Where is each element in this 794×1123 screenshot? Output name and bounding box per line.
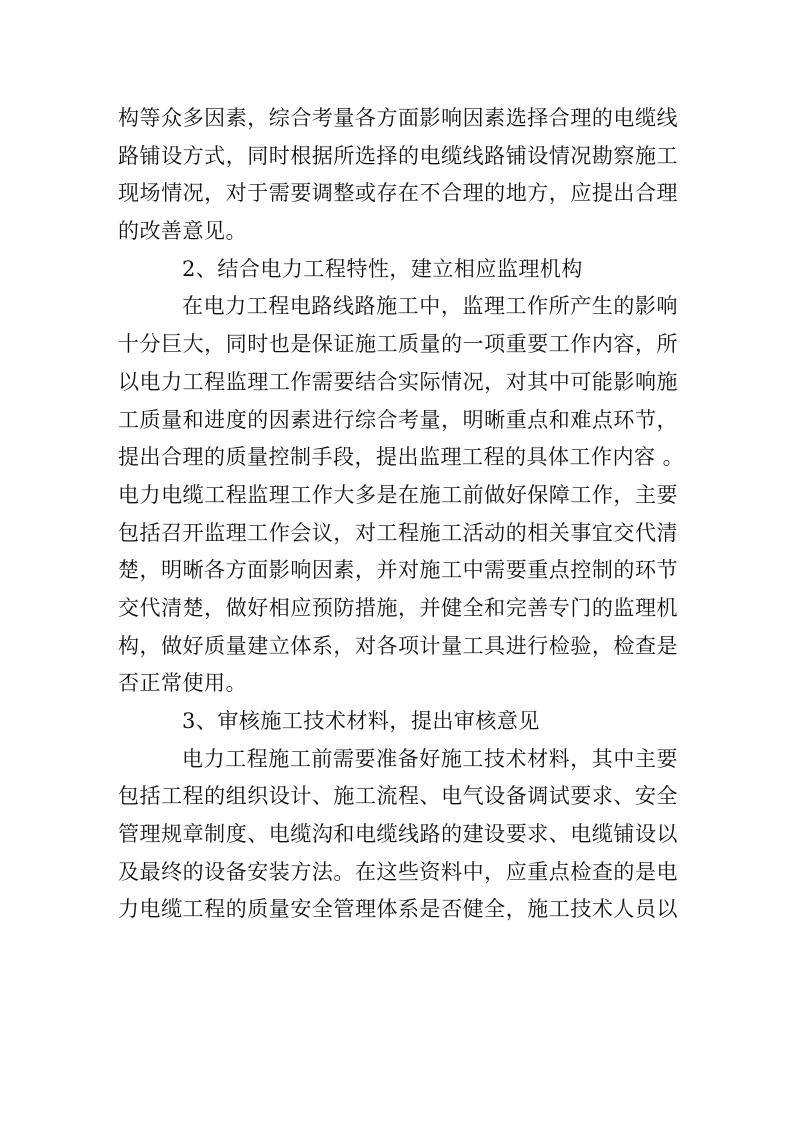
text-line: 的改善意见。 (118, 219, 247, 244)
text-line: 及最终的设备安装方法。在这些资料中，应重点检查的是电 (118, 859, 678, 884)
text-line: 以电力工程监理工作需要结合实际情况，对其中可能影响施 (118, 369, 678, 394)
text-line: 包括工程的组织设计、施工流程、电气设备调试要求、安全 (118, 784, 678, 809)
text-line: 电力工程施工前需要准备好施工技术材料，其中主要 (182, 746, 678, 771)
text-line: 包括召开监理工作会议，对工程施工活动的相关事宜交代清 (118, 520, 678, 545)
text-line: 电力电缆工程监理工作大多是在施工前做好保障工作，主要 (118, 482, 678, 507)
text-line: 提出合理的质量控制手段，提出监理工程的具体工作内容 。 (118, 445, 685, 470)
text-line: 在电力工程电路线路施工中，监理工作所产生的影响 (182, 294, 678, 319)
text-line: 交代清楚，做好相应预防措施，并健全和完善专门的监理机 (118, 595, 678, 620)
text-line: 管理规章制度、电缆沟和电缆线路的建设要求、电缆铺设以 (118, 822, 678, 847)
text-line: 否正常使用。 (118, 671, 247, 696)
text-line: 力电缆工程的质量安全管理体系是否健全，施工技术人员以 (118, 897, 678, 922)
section-heading: 3、审核施工技术材料，提出审核意见 (182, 709, 540, 733)
text-line: 十分巨大，同时也是保证施工质量的一项重要工作内容，所 (118, 332, 678, 357)
text-line: 楚，明晰各方面影响因素，并对施工中需要重点控制的环节 (118, 558, 678, 583)
text-line: 工质量和进度的因素进行综合考量，明晰重点和难点环节， (118, 407, 678, 432)
text-line: 路铺设方式，同时根据所选择的电缆线路铺设情况勘察施工 (118, 143, 678, 168)
document-body (118, 100, 685, 929)
section-heading: 2、结合电力工程特性，建立相应监理机构 (182, 256, 583, 281)
text-line: 现场情况，对于需要调整或存在不合理的地方，应提出合理 (118, 181, 678, 206)
text-line: 构等众多因素，综合考量各方面影响因素选择合理的电缆线 (118, 106, 678, 130)
text-line: 构，做好质量建立体系，对各项计量工具进行检验，检查是 (118, 633, 678, 658)
